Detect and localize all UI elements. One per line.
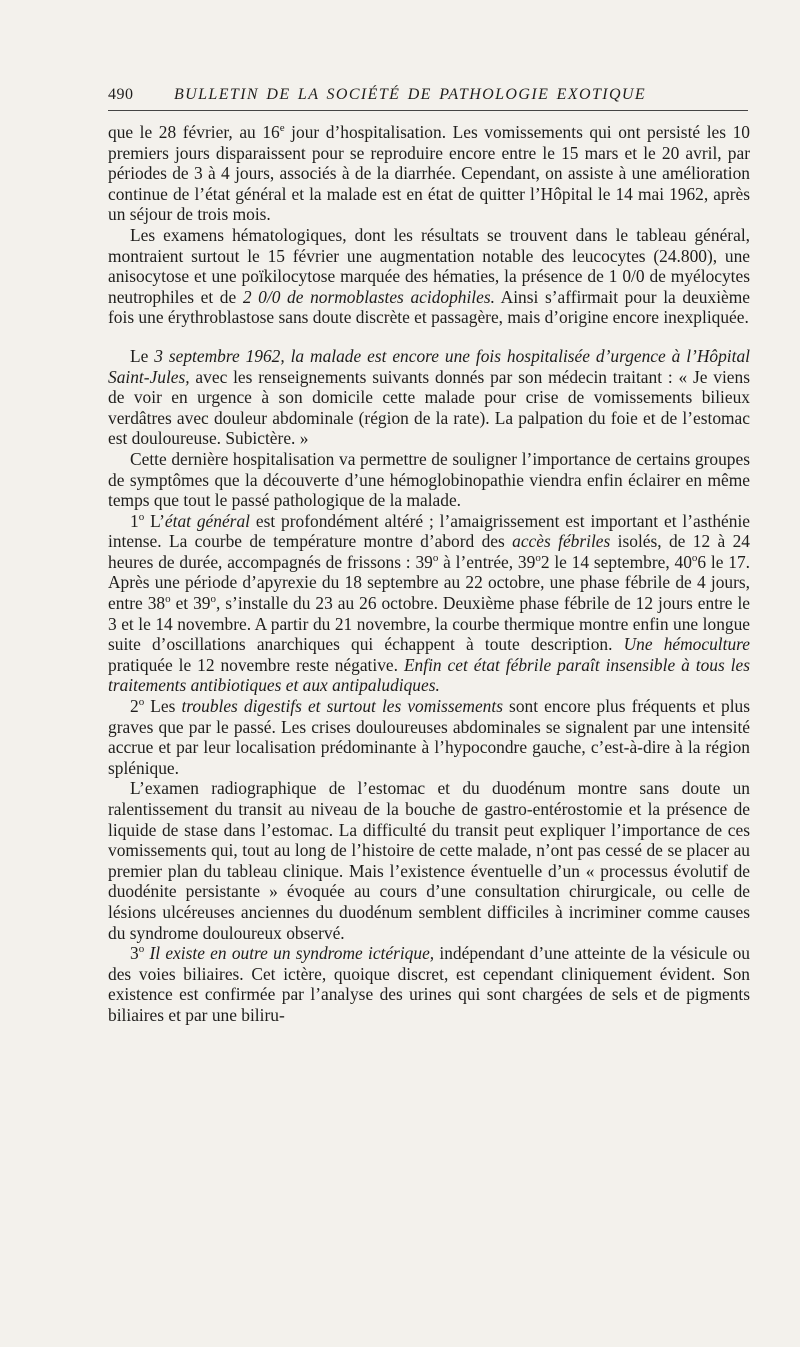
paragraph-p3 [108, 346, 750, 449]
superscript: o [432, 552, 439, 565]
italic-text: état général [164, 510, 250, 531]
text-run: isolés, de 12 à 24 heures de durée, accompagnés de frissons : 39 [108, 531, 750, 572]
paragraph-p6 [108, 696, 750, 778]
superscript: o [535, 552, 541, 565]
paragraph-p1 [108, 122, 750, 225]
text-run: 2 le 14 septembre, 40 [540, 551, 692, 572]
paragraph-p7 [108, 778, 750, 943]
text-run: Le [130, 345, 155, 366]
text-run: 3 [130, 943, 139, 964]
text-run: L’examen radiographique de l’estomac et du duodénum montre sans doute un ralentissement du transit au niveau de la bouche de gastro-entérostomie et la présence de liquide de stase dans l’estomac. La difficulté du transit peut expliquer l’importance de ces vomissements qui, tout au long de l’histoire de cette malade, n’ont pas cessé de se placer au premier plan du tableau clinique. Mais l’existence éventuelle d’un « processus évolutif de duodénite persistante » évoquée au cours d’une consultation chirurgicale, ou celle de lésions ulcéreuses anciennes du duodénum semblent difficiles à incriminer comme causes du syndrome douloureux observé. [108, 778, 750, 943]
paragraph-p5 [108, 511, 750, 696]
text-run: Ainsi s’affirmait pour la deuxième fois une érythroblastose sans doute discrète et passagère, mais d’origine encore inexpliquée. [108, 286, 750, 328]
text-run: jour d’hospitalisation. Les vomissements qui ont persisté les 10 premiers jours disparaissent pour se reproduire encore entre le 15 mars et le 20 avril, par périodes de 3 à 4 jours, associés à de la diarrhée. Cependant, on assiste à une amélioration continue de l’état général et la malade est en état de quitter l’Hôpital le 14 mai 1962, après un séjour de trois mois. [108, 122, 750, 225]
text-run: et 39 [170, 593, 211, 614]
paragraph-p2 [108, 225, 750, 328]
text-run: Cette dernière hospitalisation va permettre de souligner l’importance de certains groupes de symptômes que la découverte d’une hémoglobinopathie viendra enfin éclairer en même temps que tout le passé pathologique de la malade. [108, 448, 750, 511]
text-run: Les examens hématologiques, dont les résultats se trouvent dans le tableau général, montraient surtout le 15 février une augmentation notable des leucocytes (24.800), une anisocytose et une poïkilocytose marquée des hématies, la présence de 1 0/0 de myélocytes neutrophiles et de [108, 224, 750, 307]
italic-text: accès fébriles [512, 531, 611, 552]
text-run: Les [144, 696, 182, 717]
italic-text: 3 septembre 1962, la malade est encore une fois hospitalisée d’urgence à l’Hôpital Saint-Jules, [108, 345, 750, 387]
text-run: 2 [130, 696, 139, 717]
text-run: indépendant d’une atteinte de la vésicule ou des voies biliaires. Cet ictère, quoique discret, est cependant cliniquement évident. Son existence est confirmée par l’analyse des urines qui sont chargées de sels et de pigments biliaires et par une biliru- [108, 943, 750, 1025]
superscript: e [279, 122, 285, 135]
text-run: à l’entrée, 39 [438, 551, 536, 572]
text-run: 6 le 17. Après une période d’apyrexie du 18 septembre au 22 octobre, une phase fébrile de 4 jours, entre 38 [108, 551, 751, 614]
text-run: que le 28 février, au 16 [108, 122, 280, 142]
superscript: o [165, 593, 171, 606]
text-run: sont encore plus fréquents et plus graves que par le passé. Les crises douloureuses abdominales se signalent par une intensité accrue et par leur localisation prédominante à l’hypocondre gauche, c’est-à-dire à la région splénique. [108, 696, 750, 778]
paragraph-p4 [108, 449, 750, 511]
superscript: o [138, 696, 145, 709]
text-run: pratiquée le 12 novembre reste négative. [108, 654, 404, 675]
italic-text: Enfin cet état fébrile paraît insensible à tous les traitements antibiotiques et aux antipaludiques. [108, 654, 750, 696]
superscript: o [138, 943, 145, 956]
italic-text: Il existe en outre un syndrome ictérique, [149, 943, 435, 964]
header-rule [108, 110, 748, 111]
superscript: o [138, 510, 145, 523]
text-run: , s’installe du 23 au 26 octobre. Deuxième phase fébrile de 12 jours entre le 3 et le 14 novembre. A partir du 21 novembre, la courbe thermique montre enfin une longue suite d’oscillations anarchiques qui échappent à toute description. [108, 593, 750, 655]
text-run: avec les renseignements suivants donnés par son médecin traitant : « Je viens de voir en urgence à son domicile cette malade pour crise de vomissements bilieux verdâtres avec douleur abdominale (région de la rate). La palpation du foie et de l’estomac est douloureuse. Subictère. » [108, 366, 750, 449]
italic-text: Une hémoculture [623, 634, 750, 655]
superscript: o [210, 593, 216, 606]
text-run: 1 [130, 510, 139, 531]
running-header [108, 80, 748, 110]
article-body [108, 122, 750, 1026]
page-number: 490 [108, 86, 134, 103]
journal-title: BULLETIN DE LA SOCIÉTÉ DE PATHOLOGIE EXOTIQUE [174, 86, 647, 103]
text-run: L’ [144, 510, 165, 531]
italic-text: 2 0/0 de normoblastes acidophiles. [242, 286, 495, 307]
superscript: o [691, 552, 698, 565]
paragraph-p8 [108, 943, 750, 1025]
italic-text: troubles digestifs et surtout les vomissements [181, 696, 503, 717]
text-run: est profondément altéré ; l’amaigrissement est important et l’asthénie intense. La courbe de température montre d’abord des [108, 510, 750, 552]
